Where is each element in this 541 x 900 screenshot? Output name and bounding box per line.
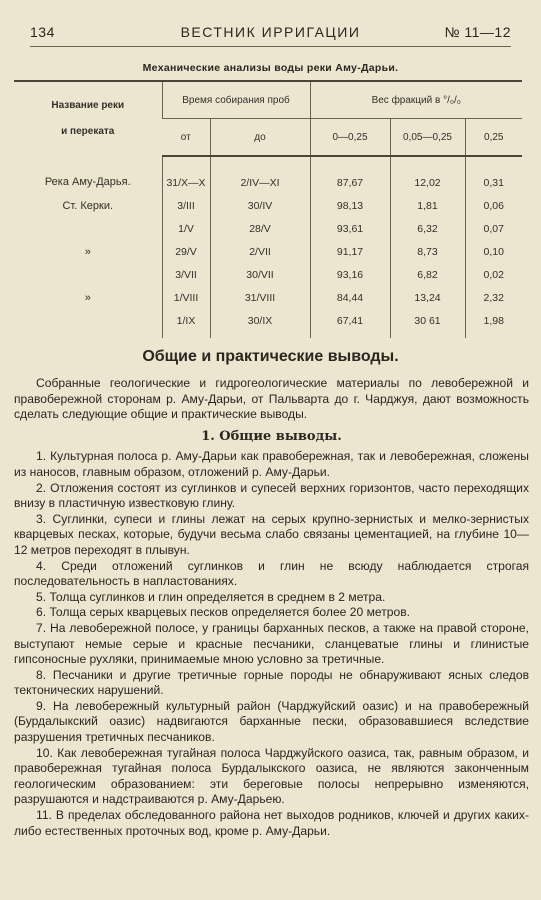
cell-fraction-3: 0,06 xyxy=(465,194,522,217)
table-row xyxy=(14,156,522,194)
column-header-to: до xyxy=(210,119,310,157)
conclusion-paragraph: 4. Среди отложений суглинков и глин не всюду наблюдается строгая последовательность в напластованиях. xyxy=(14,558,529,589)
cell-from: 3/VII xyxy=(162,263,210,286)
cell-to: 28/V xyxy=(210,217,310,240)
page-number: 134 xyxy=(30,24,55,40)
conclusion-paragraph: 5. Толща суглинков и глин определяется в среднем в 2 метра. xyxy=(36,589,386,604)
cell-fraction-2: 12,02 xyxy=(390,156,465,194)
conclusion-paragraph: 11. В пределах обследованного района нет выходов родников, ключей и других каких-либо естественных проточных вод, кроме р. Аму-Дарьи. xyxy=(14,808,529,838)
cell-fraction-3: 0,31 xyxy=(465,156,522,194)
column-header-name-line1: Название реки xyxy=(51,100,125,111)
cell-from: 31/X—X xyxy=(162,156,210,194)
journal-title: ВЕСТНИК ИРРИГАЦИИ xyxy=(180,24,361,40)
cell-name xyxy=(14,263,162,286)
column-header-fraction-2: 0,05—0,25 xyxy=(390,119,465,157)
cell-fraction-2: 8,73 xyxy=(390,240,465,263)
header-rule xyxy=(30,46,511,47)
cell-fraction-3: 0,07 xyxy=(465,217,522,240)
mechanical-analysis-table xyxy=(14,80,522,338)
cell-to: 2/VII xyxy=(210,240,310,263)
cell-name xyxy=(14,309,162,338)
cell-fraction-1: 98,13 xyxy=(310,194,390,217)
column-header-fraction: Вес фракций в °/₀/₀ xyxy=(310,81,522,119)
cell-name: Река Аму-Дарья. xyxy=(44,176,131,188)
column-header-time: Время собирания проб xyxy=(162,81,310,119)
conclusion-paragraph: 9. На левобережный культурный район (Чарджуйский оазис) и на правобережный (Бурдалыкский оазис) надвигаются барханные пески, образовавшиеся вследствие разрушения третичных песчаников. xyxy=(14,698,529,745)
conclusion-paragraph: 7. На левобережной полосе, у границы барханных песков, а также на правой стороне, выступают немые серые и красные песчаники, сланцеватые глины и глинистые гипсоносные рухляки, принимаемые мною условно за третичные. xyxy=(14,620,529,667)
conclusion-paragraph: 8. Песчаники и другие третичные горные породы не обнаруживают ясных следов тектонических нарушений. xyxy=(14,667,529,698)
cell-fraction-1: 93,16 xyxy=(310,263,390,286)
cell-fraction-2: 30 61 xyxy=(390,309,465,338)
cell-from: 29/V xyxy=(162,240,210,263)
cell-from: 1/VIII xyxy=(162,286,210,309)
table-row xyxy=(14,240,522,263)
cell-fraction-1: 91,17 xyxy=(310,240,390,263)
article-body xyxy=(14,376,529,839)
conclusion-paragraph: 1. Культурная полоса р. Аму-Дарьи как правобережная, так и левобережная, сложены из наносов, главным образом, отложений р. Аму-Дарьи. xyxy=(14,449,529,479)
table-row xyxy=(14,217,522,240)
cell-from: 1/V xyxy=(162,217,210,240)
cell-name xyxy=(14,217,162,240)
cell-to: 30/IV xyxy=(210,194,310,217)
issue-number: № 11—12 xyxy=(444,24,511,40)
cell-fraction-1: 67,41 xyxy=(310,309,390,338)
column-header-name-line2: и переката xyxy=(61,126,115,137)
cell-name: » xyxy=(84,291,91,304)
cell-fraction-2: 1,81 xyxy=(390,194,465,217)
subsection-title: 1. Общие выводы. xyxy=(201,428,342,444)
cell-from: 3/III xyxy=(162,194,210,217)
cell-fraction-3: 1,98 xyxy=(465,309,522,338)
cell-fraction-2: 6,82 xyxy=(390,263,465,286)
cell-fraction-1: 93,61 xyxy=(310,217,390,240)
column-header-fraction-1: 0—0,25 xyxy=(310,119,390,157)
cell-from: 1/IX xyxy=(162,309,210,338)
conclusion-paragraph: 6. Толща серых кварцевых песков определяется более 20 метров. xyxy=(36,605,410,620)
column-header-from: от xyxy=(162,119,210,157)
cell-to: 2/IV—XI xyxy=(210,156,310,194)
cell-to: 30/IX xyxy=(210,309,310,338)
cell-name: Ст. Керки. xyxy=(62,199,114,212)
table-row xyxy=(14,194,522,217)
table-row xyxy=(14,263,522,286)
column-header-fraction-3: 0,25 xyxy=(465,119,522,157)
conclusion-paragraph: 3. Суглинки, супеси и глины лежат на серых крупно-зернистых и мелко-зернистых кварцевых песках, которые, будучи весьма слабо связаны цементацией, на глубине 10—12 метров переходят в плывун. xyxy=(14,511,529,557)
table-title: Механические анализы воды реки Аму-Дарьи. xyxy=(142,62,399,74)
cell-fraction-1: 87,67 xyxy=(310,156,390,194)
cell-fraction-3: 0,02 xyxy=(465,263,522,286)
cell-fraction-2: 13,24 xyxy=(390,286,465,309)
conclusion-paragraph: 2. Отложения состоят из суглинков и супесей верхних горизонтов, часто переходящих внизу в пластичную известковую глину. xyxy=(14,480,529,511)
cell-fraction-3: 0,10 xyxy=(465,240,522,263)
cell-fraction-1: 84,44 xyxy=(310,286,390,309)
page-header xyxy=(30,24,511,44)
conclusion-paragraph: 10. Как левобережная тугайная полоса Чарджуйского оазиса, так, равным образом, и правобережная тугайная полоса Бурдалыкского оазиса, не являются законченным геологическим образованием: эти береговые полосы непрерывно изменяются, разрушаются и надстраиваются р. Аму-Дарьею. xyxy=(14,745,529,807)
cell-fraction-2: 6,32 xyxy=(390,217,465,240)
section-title: Общие и практические выводы. xyxy=(142,348,399,365)
column-header-name xyxy=(14,81,162,156)
table-row xyxy=(14,309,522,338)
cell-fraction-3: 2,32 xyxy=(465,286,522,309)
cell-to: 31/VIII xyxy=(210,286,310,309)
table-row xyxy=(14,286,522,309)
cell-name: » xyxy=(84,245,91,258)
intro-paragraph: Собранные геологические и гидрогеологические материалы по левобережной и правобережной сторонам р. Аму-Дарьи, от Пальварта до г. Чарджуя, дают возможность сделать следующие общие и практические выводы. xyxy=(14,376,529,422)
cell-to: 30/VII xyxy=(210,263,310,286)
